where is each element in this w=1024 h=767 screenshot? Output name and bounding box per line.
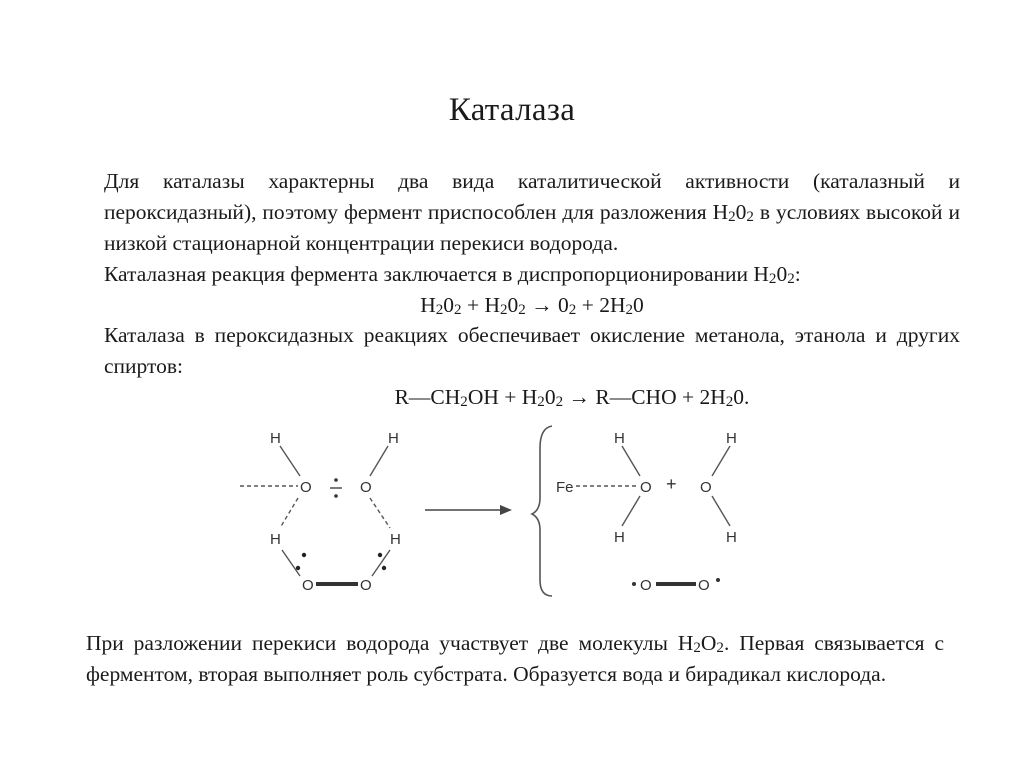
bond-h-o xyxy=(370,446,388,476)
atom-o: O xyxy=(360,479,372,496)
atom-h: H xyxy=(270,531,281,548)
radical-dot xyxy=(302,553,306,557)
atom-fe: Fe xyxy=(556,479,574,496)
radical-dot xyxy=(334,478,338,482)
atom-o: O xyxy=(640,577,652,594)
atom-h: H xyxy=(390,531,401,548)
bond-h-o xyxy=(622,496,640,526)
equation-disproportionation: $H_20_2 + H_20_2 \to 0_2 + 2H_20$ xyxy=(420,293,644,319)
reaction-scheme xyxy=(230,418,770,603)
radical-dot xyxy=(716,578,720,582)
radical-dot xyxy=(378,553,382,557)
atom-o: O xyxy=(700,479,712,496)
atom-h: H xyxy=(726,529,737,546)
atom-o: O xyxy=(302,577,314,594)
conclusion-block xyxy=(86,628,944,690)
bond-h-o xyxy=(712,496,730,526)
atom-h: H xyxy=(726,430,737,447)
atom-h: H xyxy=(388,430,399,447)
intro-paragraph xyxy=(104,166,960,259)
atom-o: O xyxy=(360,577,372,594)
intro-block xyxy=(104,166,960,412)
product-complex xyxy=(576,446,730,584)
page-title: Каталаза xyxy=(448,92,576,128)
conclusion-paragraph: При разложении перекиси водорода участвует две молекулы $H_2O_2$. Первая связывается с ферментом, вторая выполняет роль субстрата. Образуется вода и бирадикал кислорода. xyxy=(86,631,944,686)
plus-sign: + xyxy=(666,474,677,494)
reaction-arrow xyxy=(425,505,512,515)
bond-h-o xyxy=(280,446,300,476)
catalase-reaction-paragraph: Каталазная реакция фермента заключается в диспропорционировании $H_20_2$: xyxy=(104,262,801,288)
atom-h: H xyxy=(614,430,625,447)
radical-dot xyxy=(382,566,386,570)
radical-dot xyxy=(632,582,636,586)
dashed-bond xyxy=(370,498,390,528)
atom-o: O xyxy=(640,479,652,496)
radical-dot xyxy=(334,494,338,498)
intro-text-end: в условиях высокой и низкой стационарной концентрации перекиси водорода. xyxy=(104,200,961,255)
reactant-complex xyxy=(240,446,390,584)
equation-alcohol-oxidation: $R—CH_2OH + H_20_2$ → R—CHO + $2H_20$. xyxy=(394,385,750,411)
intro-text: Для каталазы характерны два вида каталитической активности (каталазный и пероксидазный), поэтому фермент приспособлен для разложения xyxy=(104,169,960,224)
bond-h-o xyxy=(282,550,300,576)
h2o2-formula: $H_20_2$ xyxy=(753,262,795,288)
h2o2-formula: $H_20_2$ xyxy=(712,200,754,226)
atom-h: H xyxy=(614,529,625,546)
catalase-reaction-text: Каталазная реакция фермента заключается в диспропорционировании xyxy=(104,262,749,286)
radical-dot xyxy=(296,566,300,570)
atom-o: O xyxy=(300,479,312,496)
atom-h: H xyxy=(270,430,281,447)
curly-bracket xyxy=(532,426,552,596)
atom-o: O xyxy=(698,577,710,594)
peroxidase-paragraph: Каталаза в пероксидазных реакциях обеспечивает окисление метанола, этанола и других спиртов: xyxy=(104,323,960,378)
bond-h-o xyxy=(622,446,640,476)
dashed-bond xyxy=(280,498,298,528)
bond-h-o xyxy=(712,446,730,476)
